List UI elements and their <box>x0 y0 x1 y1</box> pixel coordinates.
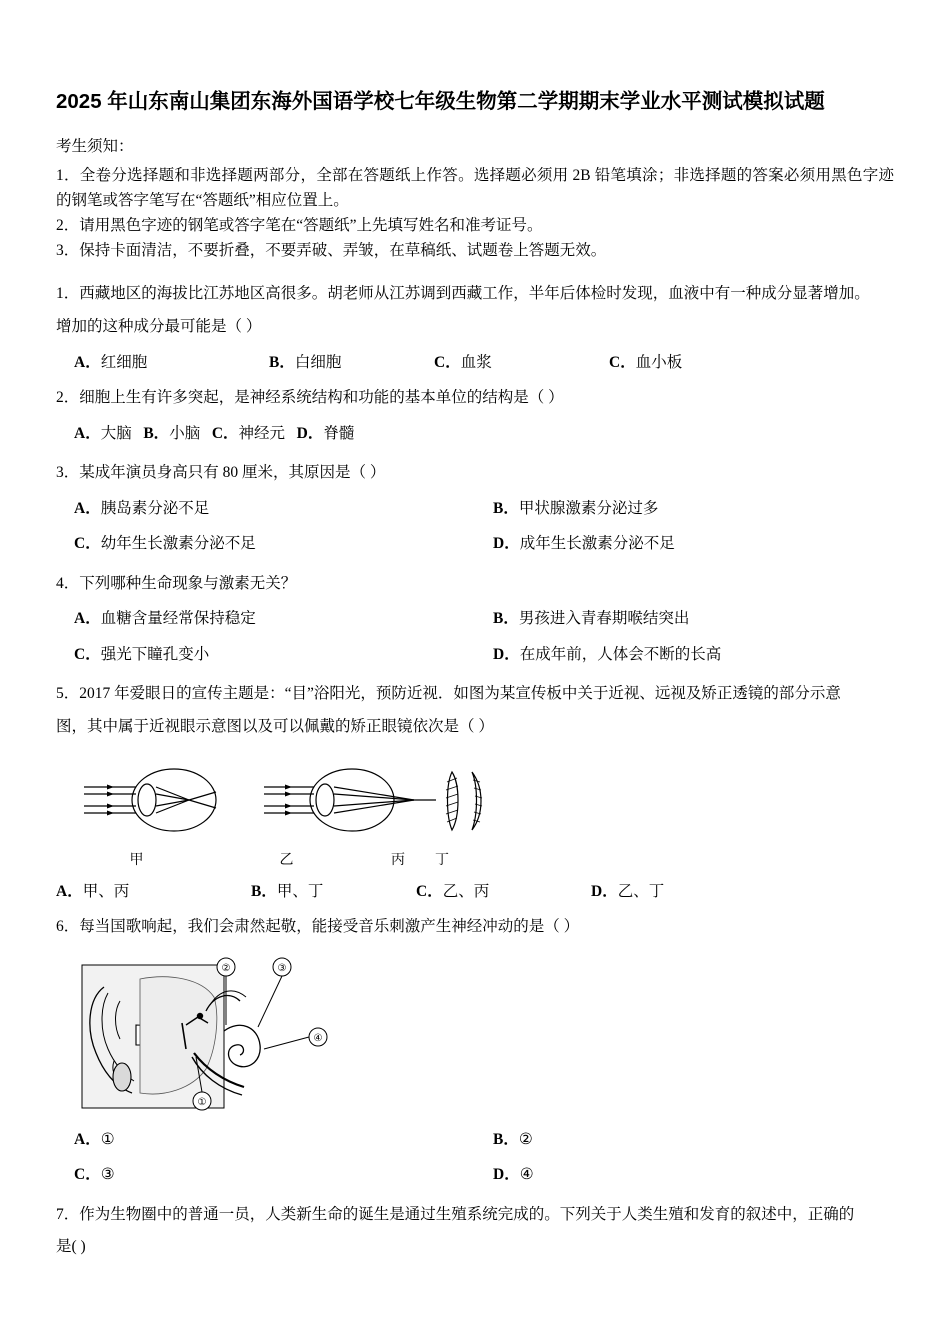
question-4-option-d[interactable]: D．在成年前，人体会不断的长高 <box>493 645 722 663</box>
question-1-stem <box>56 281 894 308</box>
eye-label-bing: 丙 <box>391 853 405 869</box>
question-7-stem-text: 作为生物圈中的普通一员，人类新生命的诞生是通过生殖系统完成的。下列关于人类生殖和发育的叙述中，正确的 <box>79 1205 855 1223</box>
ear-diagram-figure <box>74 953 894 1118</box>
question-6-option-c[interactable]: C．③ <box>74 1166 115 1184</box>
question-3-option-a[interactable]: A．胰岛素分泌不足 <box>74 500 210 518</box>
question-4-option-c[interactable]: C．强光下瞳孔变小 <box>74 645 210 663</box>
question-5-number: 5． <box>56 685 80 703</box>
question-3-number: 3． <box>56 464 80 482</box>
question-3-option-c[interactable]: C．幼年生长激素分泌不足 <box>74 535 256 553</box>
question-2-option-c[interactable]: C．神经元 <box>211 425 286 443</box>
question-6-options-row-2 <box>56 1162 894 1188</box>
question-2-options <box>56 421 894 447</box>
question-6 <box>56 914 894 1188</box>
eye-label-jia: 甲 <box>129 853 144 869</box>
question-1-option-c[interactable]: C．血浆 <box>434 354 492 372</box>
question-2 <box>56 385 894 447</box>
question-3-options-row-1 <box>56 496 894 522</box>
notice-line-1: 1．全卷分选择题和非选择题两部分，全部在答题纸上作答。选择题必须用 2B 铅笔填涂；非选择题的答案必须用黑色字迹的钢笔或答字笔写在“答题纸”相应位置上。 <box>56 166 894 209</box>
question-5-stem-cont: 图，其中属于近视眼示意图以及可以佩戴的矫正眼镜依次是（ ） <box>56 717 494 735</box>
question-4-stem <box>56 571 894 598</box>
question-2-stem-text: 细胞上生有许多突起，是神经系统结构和功能的基本单位的结构是（ ） <box>79 389 564 407</box>
question-6-number: 6． <box>56 918 80 936</box>
question-2-stem <box>56 385 894 412</box>
question-5-option-a[interactable]: A．甲、丙 <box>56 883 130 901</box>
question-3-option-b[interactable]: B．甲状腺激素分泌过多 <box>493 500 659 518</box>
question-5 <box>56 681 894 901</box>
question-3-options-row-2 <box>56 531 894 557</box>
lens-bing <box>446 772 458 830</box>
question-5-option-d[interactable]: D．乙、丁 <box>591 883 665 901</box>
question-3-stem-text: 某成年演员身高只有 80 厘米，其原因是（ ） <box>79 464 386 482</box>
question-6-stem <box>56 914 894 941</box>
question-6-stem-text: 每当国歌响起，我们会肃然起敬，能接受音乐刺激产生神经冲动的是（ ） <box>79 918 580 936</box>
eye-diagram-icon <box>74 754 494 849</box>
question-6-option-a[interactable]: A．① <box>74 1131 115 1149</box>
question-7-number: 7． <box>56 1205 80 1223</box>
question-1 <box>56 281 894 372</box>
eye-diagram-figure <box>74 754 894 869</box>
question-2-option-d[interactable]: D．脊髓 <box>296 425 355 443</box>
question-1-stem-text: 西藏地区的海拔比江苏地区高很多。胡老师从江苏调到西藏工作，半年后体检时发现，血液中有一种成分显著增加。 <box>79 285 870 303</box>
question-5-stem-text: 2017 年爱眼日的宣传主题是：“目”浴阳光，预防近视．如图为某宣传板中关于近视、远视及矫正透镜的部分示意 <box>79 685 841 703</box>
question-4-number: 4． <box>56 574 80 592</box>
question-7-stem-cont: 是( ) <box>56 1238 86 1256</box>
question-4-options-row-1 <box>56 606 894 632</box>
question-3 <box>56 460 894 557</box>
question-1-option-d[interactable]: C．血小板 <box>609 354 683 372</box>
question-5-options <box>56 879 894 901</box>
question-4-option-a[interactable]: A．血糖含量经常保持稳定 <box>74 610 256 628</box>
ear-anatomy-icon <box>74 953 364 1118</box>
eye-diagram-labels <box>74 849 894 869</box>
question-7-stem <box>56 1202 894 1229</box>
question-1-options <box>56 350 894 372</box>
ear-callout-1: ① <box>197 1097 207 1109</box>
ear-callout-4: ④ <box>313 1033 323 1045</box>
eye-label-ding: 丁 <box>435 853 449 869</box>
notice-heading: 考生须知： <box>56 137 134 155</box>
question-4-stem-text: 下列哪种生命现象与激素无关？ <box>79 574 297 592</box>
question-1-number: 1． <box>56 285 80 303</box>
question-3-option-d[interactable]: D．成年生长激素分泌不足 <box>493 535 675 553</box>
question-1-option-a[interactable]: A．红细胞 <box>74 354 148 372</box>
question-4-options-row-2 <box>56 642 894 668</box>
question-6-option-b[interactable]: B．② <box>493 1131 533 1149</box>
ear-callout-3: ③ <box>277 963 287 975</box>
page-title: 2025 年山东南山集团东海外国语学校七年级生物第二学期期末学业水平测试模拟试题 <box>56 90 825 113</box>
question-5-option-b[interactable]: B．甲、丁 <box>251 883 324 901</box>
notice-line-2: 2．请用黑色字迹的钢笔或答字笔在“答题纸”上先填写姓名和准考证号。 <box>56 216 543 234</box>
eye-label-yi: 乙 <box>279 853 294 869</box>
question-5-stem <box>56 681 894 708</box>
lens-ding <box>472 772 482 830</box>
question-7 <box>56 1202 894 1261</box>
question-4 <box>56 571 894 668</box>
question-2-option-b[interactable]: B．小脑 <box>143 425 201 443</box>
question-6-options-row-1 <box>56 1127 894 1153</box>
question-2-option-a[interactable]: A．大脑 <box>74 425 132 443</box>
question-4-option-b[interactable]: B．男孩进入青春期喉结突出 <box>493 610 690 628</box>
question-6-option-d[interactable]: D．④ <box>493 1166 534 1184</box>
question-1-stem-cont: 增加的这种成分最可能是（ ） <box>56 317 262 335</box>
question-3-stem <box>56 460 894 487</box>
ear-callout-2: ② <box>221 963 231 975</box>
question-5-option-c[interactable]: C．乙、丙 <box>416 883 490 901</box>
notice-line-3: 3．保持卡面清洁，不要折叠，不要弄破、弄皱，在草稿纸、试题卷上答题无效。 <box>56 242 607 260</box>
question-2-number: 2． <box>56 389 80 407</box>
question-1-option-b[interactable]: B．白细胞 <box>269 354 342 372</box>
candidate-notice <box>56 135 894 263</box>
